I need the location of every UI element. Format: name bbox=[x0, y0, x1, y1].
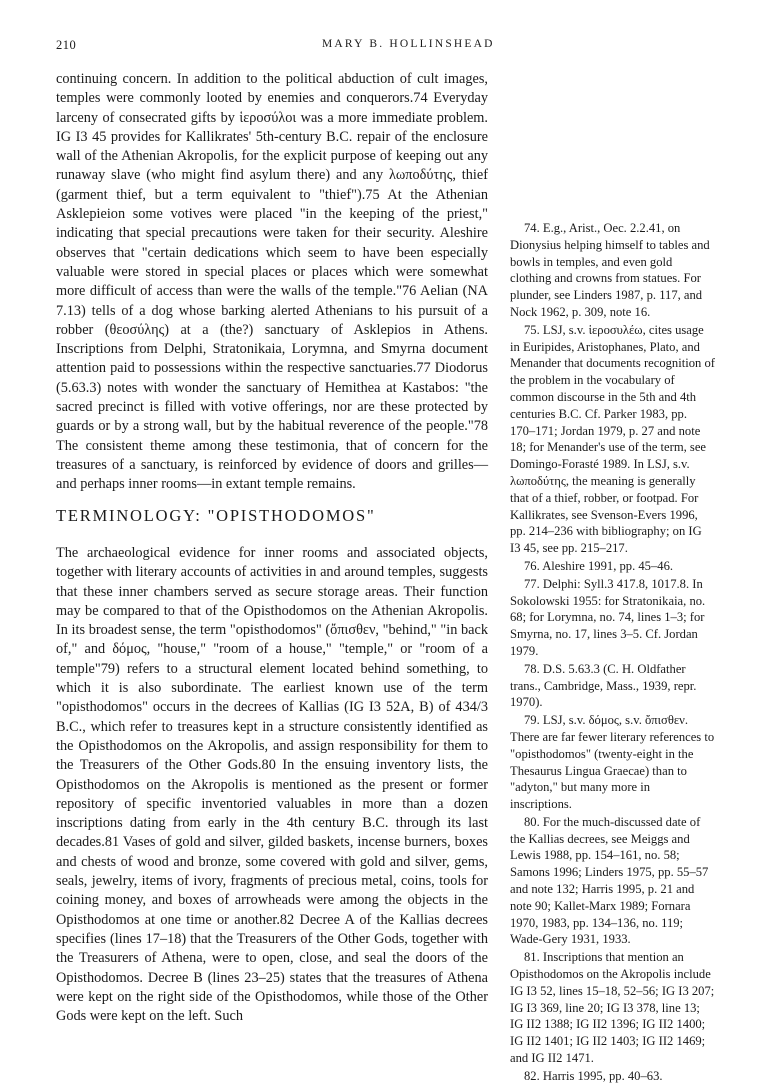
page-header bbox=[56, 38, 712, 54]
footnote-74: 74. E.g., Arist., Oec. 2.2.41, on Dionysius helping himself to tables and bowls in temples, and even gold clothing and crowns from statues. For plunder, see Linders 1987, p. 117, and Nock 1962, p. 309, note 16. bbox=[510, 221, 710, 319]
footnote-80: 80. For the much-discussed date of the Kallias decrees, see Meiggs and Lewis 1988, pp. 154–161, no. 58; Samons 1996; Linders 1975, pp. 55–57 and note 132; Harris 1995, p. 21 and note 90; Kallet-Marx 1989; Fornara 1970, 1983, pp. 134–136, no. 119; Wade-Gery 1931, 1933. bbox=[510, 814, 709, 947]
main-text-column-section bbox=[56, 544, 488, 1026]
footnotes-column bbox=[510, 220, 715, 1085]
footnote-78: 78. D.S. 5.63.3 (C. H. Oldfather trans., Cambridge, Mass., 1939, repr. 1970). bbox=[510, 661, 697, 710]
footnote-76: 76. Aleshire 1991, pp. 45–46. bbox=[524, 558, 674, 573]
footnote-79: 79. LSJ, s.v. δόμος, s.v. ὄπισθεν. There are far fewer literary references to "opisthodomos" (twenty-eight in the Thesaurus Lingua Graecae) than to "adyton," but many more in inscriptions. bbox=[510, 713, 715, 812]
footnote-75: 75. LSJ, s.v. ἱεροσυλέω, cites usage in Euripides, Aristophanes, Plato, and Menander that documents recognition of the problem in the vocabulary of common discourse in the 5th and 4th centuries B.C. Cf. Parker 1983, pp. 170–171; Jordan 1979, p. 27 and note 18; for Menander's use of the term, see Domingo-Forasté 1989. In LSJ, s.v. λωποδύτης, the meaning is generally that of a thief, robber, or footpad. For Kallikrates, see Svenson-Evers 1996, pp. 214–236 with bibliography; on IG I3 45, see pp. 215–217. bbox=[510, 322, 715, 556]
footnote-77: 77. Delphi: Syll.3 417.8, 1017.8. In Sokolowski 1955: for Stratonikaia, no. 68; for Lorymna, no. 74, lines 1–3; for Smyrna, no. 17, lines 3–5. Cf. Jordan 1979. bbox=[510, 576, 706, 658]
body-paragraph: The archaeological evidence for inner rooms and associated objects, together with literary accounts of activities in and around temples, suggests that these inner chambers served as secure storage areas. Their function may be compared to that of the Opisthodomos on the Athenian Akropolis. In its broadest sense, the term "opisthodomos" (ὄπισθεν, "behind," "in back of," and δόμος, "house," "room of a house," "temple," or "room of a temple"79) refers to a structural element located behind something, to which it is also subordinate. The earliest known use of the term "opisthodomos" occurs in the decrees of Kallias (IG I3 52A, B) of 434/3 B.C., which refer to treasures kept in a structure consistently identified as the Opisthodomos on the Akropolis, and assign responsibility for them to the Treasurers of the Other Gods.80 In the ensuing inventory lists, the Opisthodomos on the Akropolis is mentioned as the present or former repository of specific inventoried valuables in more than a dozen inscriptions dating from early in the 4th century B.C. through its last decades.81 Vases of gold and silver, gilded baskets, incense burners, boxes and chests of wood and bronze, some covered with gold and silver, gems, seals, jewelry, items of ivory, fragments of precious metal, coins, tools for coining money, and boxes of arrowheads were among the objects in the Opisthodomos at one time or another.82 Decree A of the Kallias decrees specifies (lines 17–18) that the Treasurers of the Other Gods, together with the Treasurers of Athena, were to open, close, and seal the doors of the Opisthodomos. Decree B (lines 23–25) states that the treasures of Athena were kept on the right side of the Opisthodomos, while those of the Other Gods were kept on the left. Such bbox=[56, 545, 488, 1025]
footnote-81: 81. Inscriptions that mention an Opisthodomos on the Akropolis include IG I3 52, lines 15–18, 52–56; IG I3 207; IG I3 369, line 20; IG I3 378, line 13; IG II2 1388; IG II2 1396; IG II2 1400; IG II2 1401; IG II2 1403; IG II2 1469; and IG II2 1471. bbox=[510, 950, 715, 1066]
section-heading: TERMINOLOGY: "OPISTHODOMOS" bbox=[56, 506, 376, 525]
footnote-82: 82. Harris 1995, pp. 40–63. bbox=[524, 1068, 663, 1083]
main-text-column bbox=[56, 70, 488, 495]
page-number: 210 bbox=[56, 38, 77, 52]
running-head: MARY B. HOLLINSHEAD bbox=[322, 38, 495, 50]
body-paragraph: continuing concern. In addition to the political abduction of cult images, temples were commonly looted by enemies and conquerors.74 Everyday larceny of consecrated gifts by ἱεροσύλοι was a more immediate problem. IG I3 45 provides for Kallikrates' 5th-century B.C. repair of the enclosure wall of the Athenian Akropolis, for the explicit purpose of keeping out any runaway slave (who might find asylum there) and any λωποδύτης, thief (garment thief, but a term equivalent to "thief").75 At the Athenian Asklepieion some votives were placed "in the keeping of the priest," indicating that special precautions were taken for their security. Aleshire observes that "certain dedications which seem to have been especially valuable were stored in special places or places which were somewhat more difficult of access than were the walls of the temple."76 Aelian (NA 7.13) tells of a dog whose barking alerted Athenians to his pursuit of a robber (θεοσύλης) at a (the?) sanctuary of Asklepios in Athens. Inscriptions from Delphi, Stratonikaia, Lorymna, and Smyrna document attention paid to possessions within the respective sanctuaries.77 Diodorus (5.63.3) notes with wonder the sanctuary of Hemithea at Kastabos: "the sacred precinct is filled with votive offerings, nor are these protected by guards or by a strong wall, but by the habitual reverence of the people."78 The consistent theme among these testimonia, that of concern for the treasures of a sanctuary, is reinforced by evidence of doors and grilles—and perhaps inner rooms—in extant temple remains. bbox=[56, 71, 488, 493]
